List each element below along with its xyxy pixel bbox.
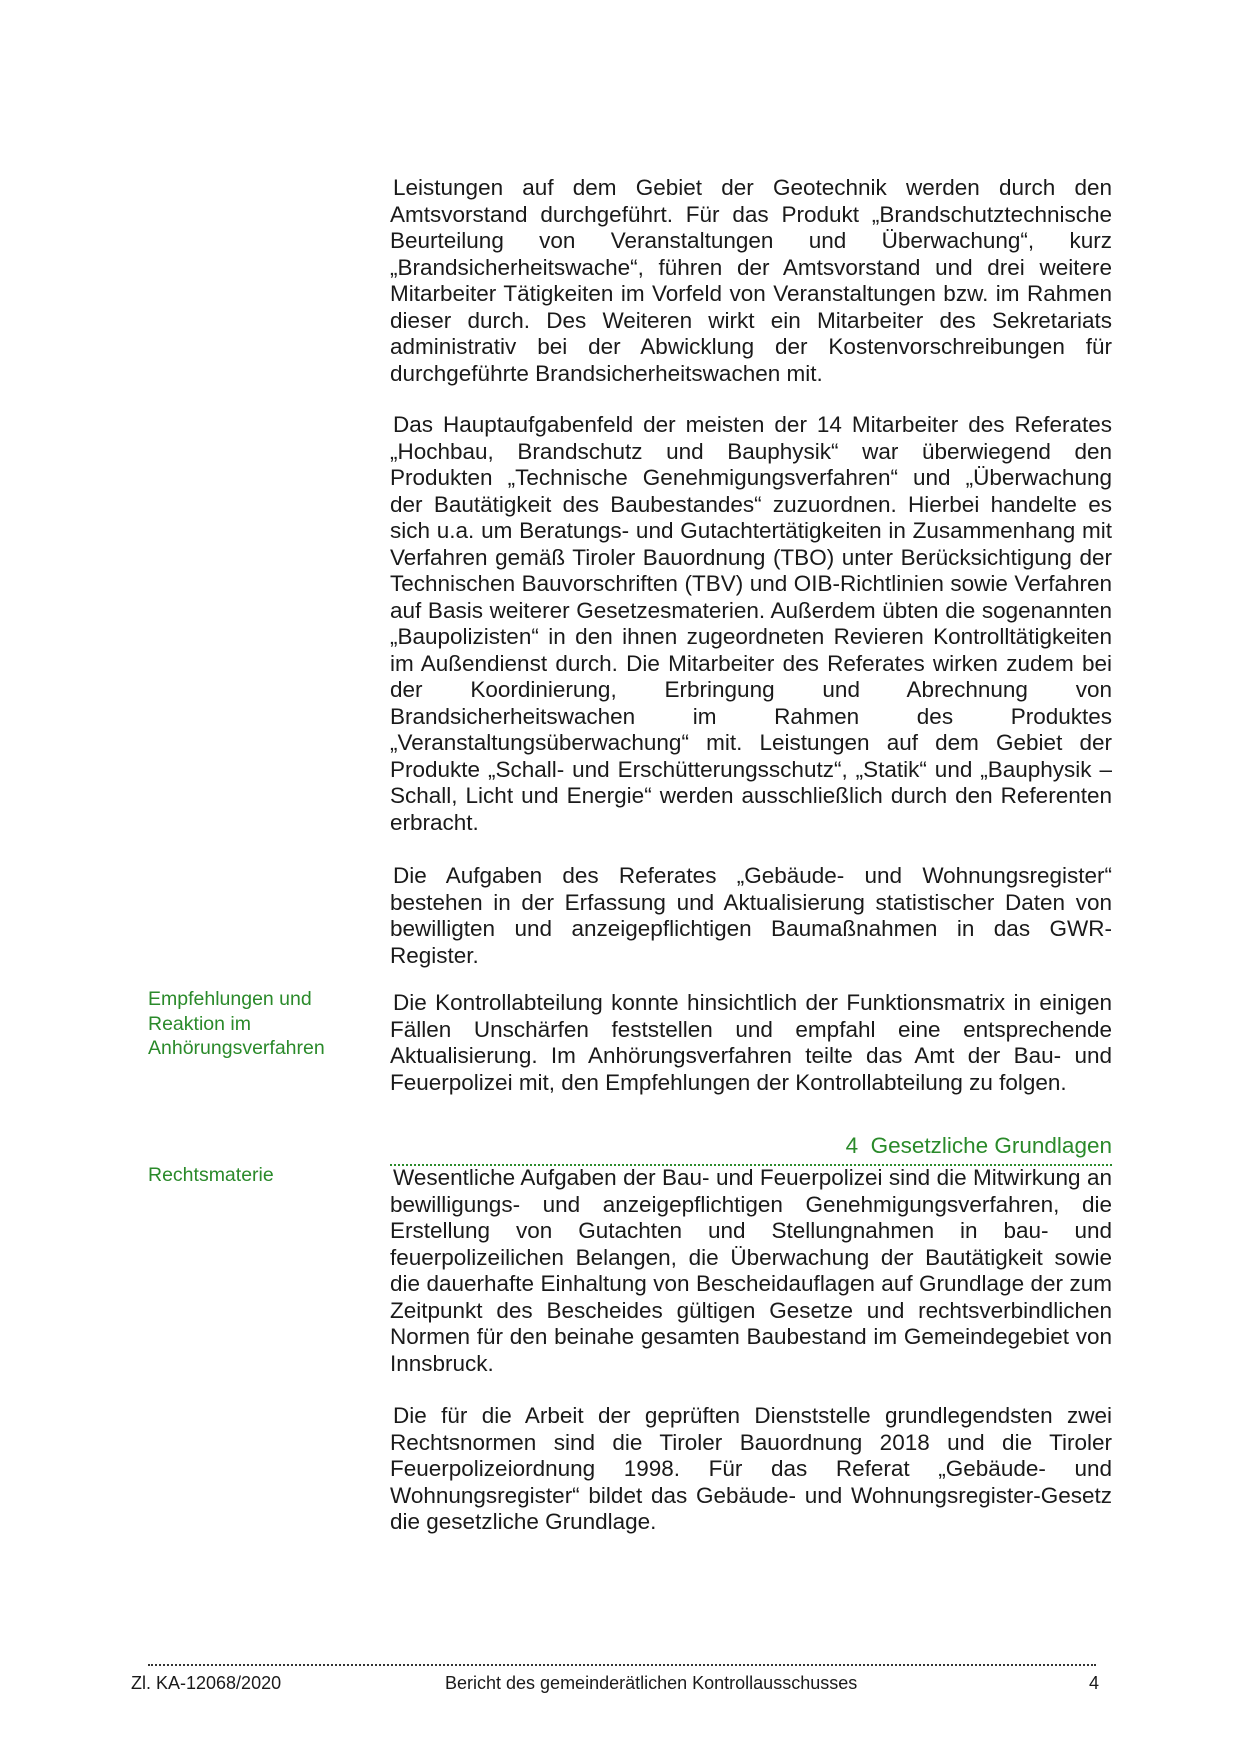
paragraph-rechtsnormen: Die für die Arbeit der geprüften Dienststelle grundlegendsten zwei Rechtsnormen sind die Tiroler Bauordnung 2018 und die Tiroler Feuerpolizeiordnung 1998. Für das Referat „Gebäude- und Wohnungsregister“ bildet das Gebäude- und Wohnungsregister-Gesetz die gesetzliche Grundlage. bbox=[390, 1403, 1112, 1534]
footer-reference: Zl. KA-12068/2020 bbox=[131, 1673, 282, 1693]
section-number: 4 bbox=[845, 1133, 859, 1158]
footer-report-title: Bericht des gemeinderätlichen Kontrollausschusses bbox=[445, 1673, 858, 1693]
paragraph-gwr-register: Die Aufgaben des Referates „Gebäude- und Wohnungsregister“ bestehen in der Erfassung und Aktualisierung statistischer Daten von bewilligten und anzeigepflichtigen Baumaßnahmen in das GWR-Register. bbox=[390, 863, 1112, 968]
paragraph-hauptaufgabenfeld: Das Hauptaufgabenfeld der meisten der 14 Mitarbeiter des Referates „Hochbau, Brandschutz und Bauphysik“ war überwiegend den Produkten „Technische Genehmigungsverfahren“ und „Überwachung der Bautätigkeit des Baubestandes“ zuzuordnen. Hierbei handelte es sich u.a. um Beratungs- und Gutachtertätigkeiten in Zusammenhang mit Verfahren gemäß Tiroler Bauordnung (TBO) unter Berücksichtigung der Technischen Bauvorschriften (TBV) und OIB-Richtlinien sowie Verfahren auf Basis weiterer Gesetzesmaterien. Außerdem übten die sogenannten „Baupolizisten“ in den ihnen zugeordneten Revieren Kontrolltätigkeiten im Außendienst durch. Die Mitarbeiter des Referates wirken zudem bei der Koordinierung, Erbringung und Abrechnung von Brandsicherheitswachen im Rahmen des Produktes „Veranstaltungsüberwachung“ mit. Leistungen auf dem Gebiet der Produkte „Schall- und Erschütterungsschutz“, „Statik“ und „Bauphysik – Schall, Licht und Energie“ werden ausschließlich durch den Referenten erbracht. bbox=[390, 412, 1112, 835]
margin-note-empfehlungen: Empfehlungen und Reaktion im Anhörungsverfahren bbox=[148, 988, 325, 1059]
section-heading bbox=[390, 1133, 1112, 1159]
margin-note-rechtsmaterie: Rechtsmaterie bbox=[148, 1164, 274, 1186]
page-number: 4 bbox=[1089, 1673, 1100, 1693]
paragraph-wesentliche-aufgaben: Wesentliche Aufgaben der Bau- und Feuerpolizei sind die Mitwirkung an bewilligungs- und anzeigepflichtigen Genehmigungsverfahren, die Erstellung von Gutachten und Stellungnahmen in bau- und feuerpolizeilichen Belangen, die Überwachung der Bautätigkeit sowie die dauerhafte Einhaltung von Bescheidauflagen auf Grundlage der zum Zeitpunkt des Bescheides gültigen Gesetze und rechtsverbindlichen Normen für den beinahe gesamten Baubestand im Gemeindegebiet von Innsbruck. bbox=[390, 1165, 1112, 1376]
paragraph-geotechnik: Leistungen auf dem Gebiet der Geotechnik werden durch den Amtsvorstand durchgeführt. Für das Produkt „Brandschutztechnische Beurteilung von Veranstaltungen und Überwachung“, kurz „Brandsicherheitswache“, führen der Amtsvorstand und drei weitere Mitarbeiter Tätigkeiten im Vorfeld von Veranstaltungen bzw. im Rahmen dieser durch. Des Weiteren wirkt ein Mitarbeiter des Sekretariats administrativ bei der Abwicklung der Kostenvorschreibungen für durchgeführte Brandsicherheitswachen mit. bbox=[390, 175, 1112, 386]
footer-divider bbox=[148, 1664, 1096, 1666]
section-title: Gesetzliche Grundlagen bbox=[870, 1133, 1112, 1158]
paragraph-kontrollabteilung: Die Kontrollabteilung konnte hinsichtlich der Funktionsmatrix in einigen Fällen Unschärfen feststellen und empfahl eine entsprechende Aktualisierung. Im Anhörungsverfahren teilte das Amt der Bau- und Feuerpolizei mit, den Empfehlungen der Kontrollabteilung zu folgen. bbox=[390, 990, 1112, 1095]
